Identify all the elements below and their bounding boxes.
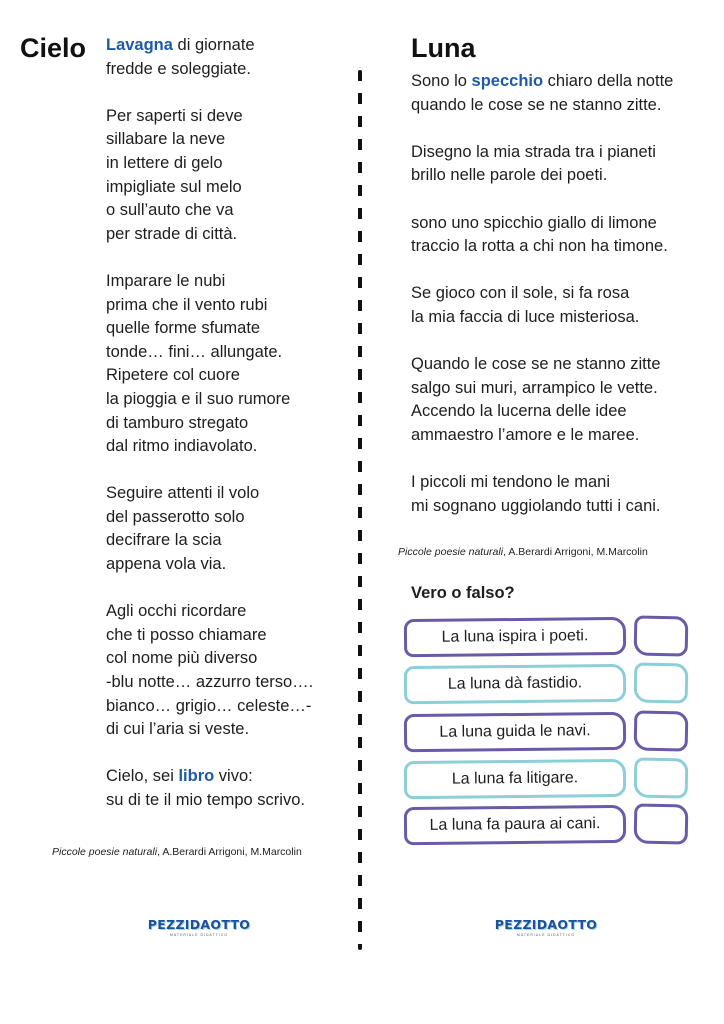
poem-line: appena vola via. [106,555,227,574]
poem-stanza [106,270,313,459]
credit-authors: , A.Berardi Arrigoni, M.Marcolin [157,846,302,858]
logo-left [139,917,259,937]
poem-line: fredde e soleggiate. [106,59,251,78]
poem-stanza [106,105,313,247]
quiz-statement: La luna guida le navi. [404,712,626,752]
poem-stanza [106,34,313,81]
poem-stanza [411,471,673,518]
quiz-item [404,618,690,656]
quiz-item [404,806,690,844]
poem-line: sono uno spicchio giallo di limone [411,213,657,232]
poem-line: -blu notte… azzurro terso…. [106,673,314,692]
poem-stanza [106,765,313,812]
poem-stanza [411,353,673,447]
poem-line: o sull’auto che va [106,201,234,220]
poem-line: Ripetere col cuore [106,366,240,385]
poem-line: dal ritmo indiavolato. [106,437,258,456]
poem-line: I piccoli mi tendono le mani [411,473,611,492]
poem-line [411,70,673,94]
poem-title-luna: Luna [411,33,476,63]
poem-stanza [106,482,313,576]
poem-line: la pioggia e il suo rumore [106,389,291,408]
poem-line: bianco… grigio… celeste…- [106,696,312,715]
logo-right [486,917,606,937]
poem-line: brillo nelle parole dei poeti. [411,166,608,185]
logo-tagline: MATERIALE DIDATTICO [516,933,576,937]
quiz-statement: La luna dà fastidio. [404,664,626,704]
quiz-item [404,760,690,798]
highlighted-keyword: libro [178,767,215,786]
highlighted-keyword: Lavagna [106,36,173,54]
poem-line: mi sognano uggiolando tutti i cani. [411,496,661,515]
dashed-divider [358,70,362,950]
quiz-statement: La luna fa litigare. [404,759,626,799]
poem-line: di tamburo stregato [106,413,249,432]
poem-line: Disegno la mia strada tra i pianeti [411,142,656,161]
quiz-answer-box[interactable] [634,662,689,703]
poem-line: salgo sui muri, arrampico le vette. [411,378,658,397]
poem-line: prima che il vento rubi [106,295,268,314]
poem-line: su di te il mio tempo scrivo. [106,791,305,809]
poem-line: Accendo la lucerna delle idee [411,402,627,421]
poem-line-text: vivo: [214,767,253,786]
poem-line: tonde… fini… allungate. [106,342,283,361]
poem-title-cielo: Cielo [20,33,87,63]
credit-book-title: Piccole poesie naturali [52,846,158,858]
quiz-item [404,665,690,703]
quiz-statement: La luna fa paura ai cani. [404,805,626,845]
poem-stanza [411,70,673,117]
poem-line-text: Cielo, sei [106,767,179,786]
poem-line: Se gioco con il sole, si fa rosa [411,284,630,303]
poem-line-text: chiaro della notte [543,72,674,90]
poem-line: Agli occhi ricordare [106,602,247,621]
poem-cielo [106,34,313,836]
poem-line [106,34,313,58]
poem-stanza [411,141,673,188]
poem-line: impigliate sul melo [106,177,242,196]
quiz-answer-box[interactable] [634,615,689,656]
poem-line: per strade di città. [106,224,238,243]
credit-luna [398,546,648,558]
poem-line: ammaestro l’amore e le maree. [411,425,640,444]
poem-line: Imparare le nubi [106,271,226,290]
poem-line: che ti posso chiamare [106,625,267,644]
poem-luna [411,70,673,542]
logo-tagline: MATERIALE DIDATTICO [169,933,229,937]
highlighted-keyword: specchio [471,72,544,90]
poem-line: traccio la rotta a chi non ha timone. [411,237,668,256]
poem-line: la mia faccia di luce misteriosa. [411,307,640,326]
quiz-answer-box[interactable] [634,757,689,798]
quiz-answer-box[interactable] [634,803,689,844]
poem-line: col nome più diverso [106,649,258,668]
quiz-title: Vero o falso? [411,584,515,602]
poem-line: di cui l’aria si veste. [106,720,250,739]
poem-line: quelle forme sfumate [106,319,261,338]
poem-line: del passerotto solo [106,507,245,526]
poem-line: sillabare la neve [106,130,226,149]
logo-brand: PEZZIDAOTTO [147,917,251,932]
logo-brand: PEZZIDAOTTO [494,917,598,932]
poem-stanza [411,282,673,329]
credit-authors: , A.Berardi Arrigoni, M.Marcolin [503,546,648,558]
quiz-statement: La luna ispira i poeti. [404,617,626,657]
credit-cielo [52,846,302,858]
poem-stanza [106,600,313,742]
poem-line: Seguire attenti il volo [106,484,260,503]
quiz-item [404,713,690,751]
poem-line: quando le cose se ne stanno zitte. [411,95,662,114]
poem-line: in lettere di gelo [106,153,223,172]
quiz-answer-box[interactable] [634,710,689,751]
poem-line: Per saperti si deve [106,106,243,125]
poem-line: decifrare la scia [106,531,222,550]
poem-line-text: Sono lo [411,72,472,90]
poem-stanza [411,212,673,259]
credit-book-title: Piccole poesie naturali [398,546,504,558]
poem-line [106,765,313,789]
poem-line-text: di giornate [172,36,255,54]
poem-line: Quando le cose se ne stanno zitte [411,355,661,374]
